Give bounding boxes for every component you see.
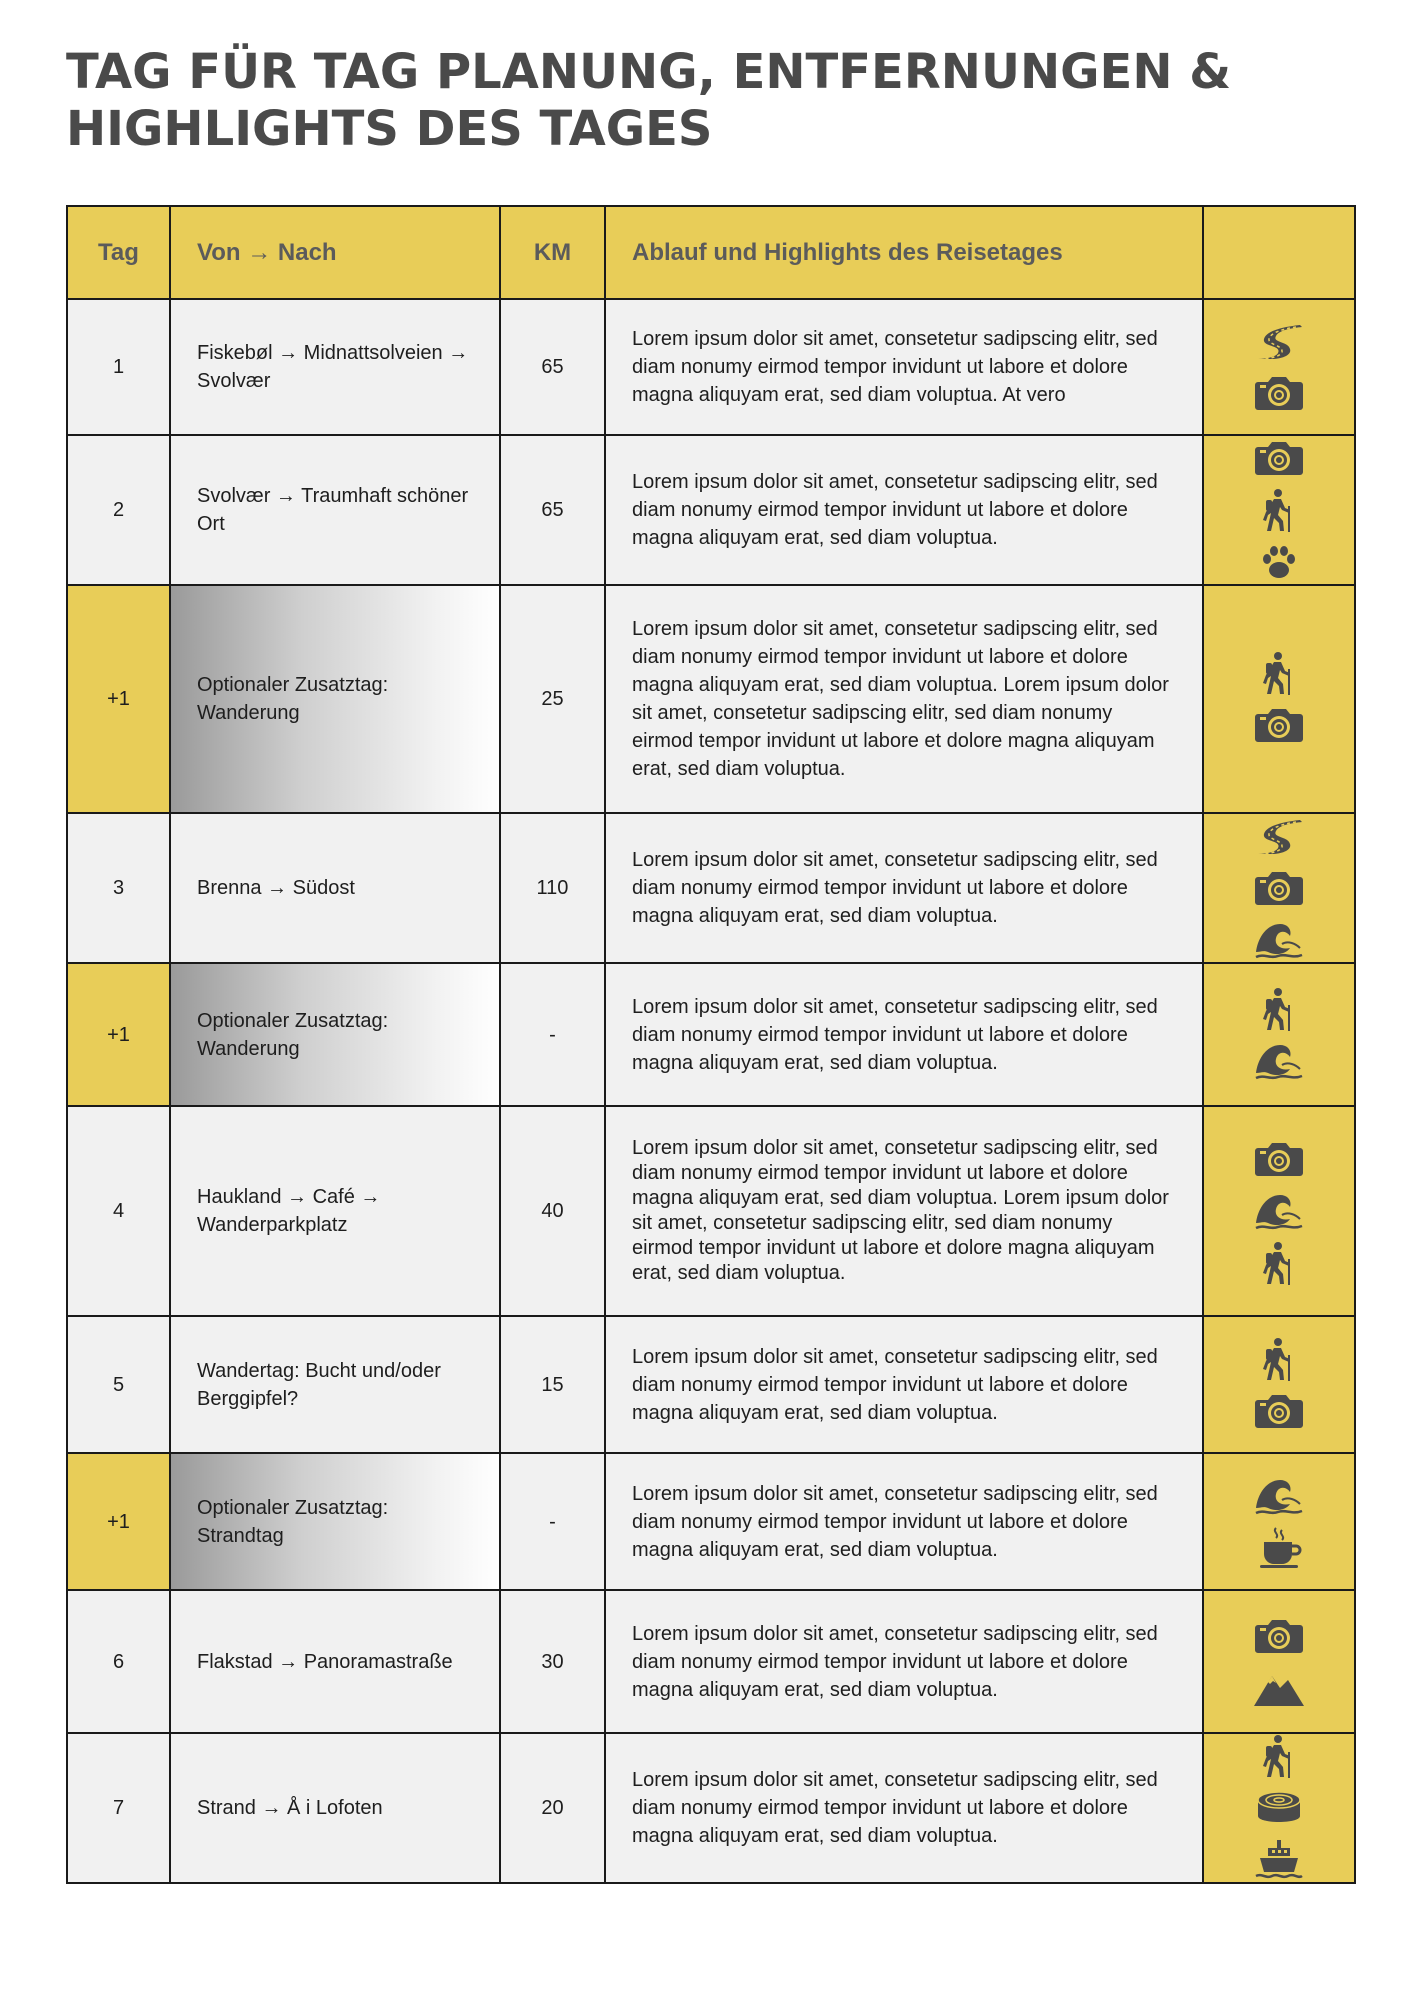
- route-cell: [170, 299, 500, 435]
- header-row: [67, 206, 1355, 299]
- km-cell: [500, 1106, 605, 1316]
- highlight-icons-cell: [1203, 1590, 1355, 1733]
- table-row: [67, 1106, 1355, 1316]
- header-km: KM: [500, 206, 605, 299]
- km-cell: [500, 1733, 605, 1883]
- route-cell: [170, 1316, 500, 1453]
- description-cell: [605, 435, 1203, 585]
- header-icons: [1203, 206, 1355, 299]
- km-value: 40: [541, 1200, 564, 1222]
- title-line-1: TAG FÜR TAG PLANUNG, ENTFERNUNGEN &: [66, 44, 1232, 100]
- description-text: Lorem ipsum dolor sit amet, consetetur sadipscing elitr, sed diam nonumy eirmod tempor invidunt ut labore et dolore magna aliquyam erat, sed diam voluptua.: [632, 849, 1158, 927]
- route-label: Flakstad → Panoramastraße: [197, 1650, 453, 1673]
- description-cell: [605, 1316, 1203, 1453]
- hiker-icon: [1252, 987, 1306, 1031]
- km-value: 110: [536, 877, 569, 899]
- route-label: Strand → Å i Lofoten: [197, 1797, 383, 1819]
- day-label: 4: [112, 1200, 125, 1222]
- header-desc-label: Ablauf und Highlights des Reisetages: [632, 238, 1063, 266]
- day-cell: [67, 963, 170, 1106]
- km-value: 65: [541, 356, 564, 378]
- header-route: [170, 206, 500, 299]
- km-cell: [500, 1453, 605, 1590]
- road-icon: [1252, 814, 1306, 858]
- route-label: Optionaler Zusatztag: Wanderung: [197, 674, 389, 724]
- table-row: [67, 1733, 1355, 1883]
- route-cell: [170, 1733, 500, 1883]
- km-value: -: [549, 1023, 556, 1046]
- day-cell: [67, 1316, 170, 1453]
- day-label: 6: [112, 1650, 125, 1673]
- highlight-icons-cell: [1203, 1453, 1355, 1590]
- day-cell: [67, 1453, 170, 1590]
- camera-icon: [1252, 1137, 1306, 1181]
- route-label: Optionaler Zusatztag: Strandtag: [197, 1496, 389, 1547]
- description-cell: [605, 813, 1203, 963]
- km-cell: [500, 1316, 605, 1453]
- description-cell: [605, 1453, 1203, 1590]
- description-text: Lorem ipsum dolor sit amet, consetetur sadipscing elitr, sed diam nonumy eirmod tempor invidunt ut labore et dolore magna aliquyam erat, sed diam voluptua.: [632, 995, 1158, 1074]
- highlight-icons-cell: [1203, 585, 1355, 813]
- route-cell: [170, 963, 500, 1106]
- description-cell: [605, 963, 1203, 1106]
- wave-icon: [1252, 1189, 1306, 1233]
- day-cell: [67, 585, 170, 813]
- day-cell: [67, 813, 170, 963]
- km-cell: [500, 813, 605, 963]
- day-cell: [67, 1733, 170, 1883]
- hiker-icon: [1252, 651, 1306, 695]
- camera-icon: [1252, 866, 1306, 910]
- day-cell: [67, 435, 170, 585]
- km-cell: [500, 299, 605, 435]
- km-cell: [500, 963, 605, 1106]
- highlight-icons-cell: [1203, 963, 1355, 1106]
- km-value: 25: [541, 688, 564, 710]
- km-value: 15: [541, 1373, 564, 1396]
- table-row: [67, 435, 1355, 585]
- route-cell: [170, 813, 500, 963]
- paw-icon: [1252, 540, 1306, 584]
- day-label: 2: [112, 499, 125, 521]
- road-icon: [1252, 319, 1306, 363]
- highlight-icons-cell: [1203, 813, 1355, 963]
- day-label: +1: [107, 688, 130, 710]
- camera-icon: [1252, 1389, 1306, 1433]
- route-cell: [170, 1106, 500, 1316]
- description-text: Lorem ipsum dolor sit amet, consetetur sadipscing elitr, sed diam nonumy eirmod tempor invidunt ut labore et dolore magna aliquyam erat, sed diam voluptua. At vero: [632, 328, 1158, 406]
- description-cell: [605, 1733, 1203, 1883]
- wood-icon: [1252, 1786, 1306, 1830]
- km-value: 30: [541, 1650, 564, 1673]
- route-label: Haukland → Café → Wanderparkplatz: [197, 1186, 381, 1236]
- km-value: -: [549, 1510, 556, 1533]
- ship-icon: [1252, 1838, 1306, 1882]
- description-text: Lorem ipsum dolor sit amet, consetetur sadipscing elitr, sed diam nonumy eirmod tempor invidunt ut labore et dolore magna aliquyam erat, sed diam voluptua.: [632, 1345, 1158, 1424]
- description-text: Lorem ipsum dolor sit amet, consetetur sadipscing elitr, sed diam nonumy eirmod tempor invidunt ut labore et dolore magna aliquyam erat, sed diam voluptua.: [632, 471, 1158, 549]
- table-row: [67, 813, 1355, 963]
- day-label: 3: [112, 877, 125, 899]
- table-row: [67, 299, 1355, 435]
- route-label: Wandertag: Bucht und/oder Berggipfel?: [197, 1359, 441, 1410]
- table-row: [67, 963, 1355, 1106]
- description-cell: [605, 1106, 1203, 1316]
- route-label: Optionaler Zusatztag: Wanderung: [197, 1009, 389, 1060]
- day-label: 1: [112, 356, 125, 378]
- header-desc: [605, 206, 1203, 299]
- route-cell: [170, 1590, 500, 1733]
- description-text: Lorem ipsum dolor sit amet, consetetur sadipscing elitr, sed diam nonumy eirmod tempor invidunt ut labore et dolore magna aliquyam erat, sed diam voluptua. Lorem ipsum dolor sit amet, consetetur sadipscing elitr, sed diam nonumy eirmod tempor invidunt ut labore et dolore magna aliquyam erat, sed diam voluptua.: [632, 1137, 1169, 1284]
- description-cell: [605, 299, 1203, 435]
- km-cell: [500, 585, 605, 813]
- header-route-label: Von → Nach: [197, 238, 337, 266]
- day-cell: [67, 1590, 170, 1733]
- table-row: [67, 585, 1355, 813]
- camera-icon: [1252, 1614, 1306, 1658]
- hiker-icon: [1252, 1337, 1306, 1381]
- coffee-icon: [1252, 1526, 1306, 1570]
- wave-icon: [1252, 918, 1306, 962]
- highlight-icons-cell: [1203, 1316, 1355, 1453]
- km-cell: [500, 435, 605, 585]
- route-label: Fiskebøl → Midnattsolveien → Svolvær: [197, 342, 469, 392]
- route-label: Brenna → Südost: [197, 877, 355, 899]
- description-text: Lorem ipsum dolor sit amet, consetetur sadipscing elitr, sed diam nonumy eirmod tempor invidunt ut labore et dolore magna aliquyam erat, sed diam voluptua.: [632, 1769, 1158, 1847]
- camera-icon: [1252, 371, 1306, 415]
- km-value: 20: [541, 1797, 564, 1819]
- highlight-icons-cell: [1203, 1106, 1355, 1316]
- day-cell: [67, 1106, 170, 1316]
- day-label: +1: [107, 1023, 130, 1046]
- table-row: [67, 1453, 1355, 1590]
- description-cell: [605, 1590, 1203, 1733]
- route-label: Svolvær → Traumhaft schöner Ort: [197, 485, 469, 535]
- day-label: +1: [107, 1510, 130, 1533]
- highlight-icons-cell: [1203, 1733, 1355, 1883]
- description-text: Lorem ipsum dolor sit amet, consetetur sadipscing elitr, sed diam nonumy eirmod tempor invidunt ut labore et dolore magna aliquyam erat, sed diam voluptua.: [632, 1622, 1158, 1701]
- highlight-icons-cell: [1203, 299, 1355, 435]
- day-label: 7: [112, 1797, 125, 1819]
- day-cell: [67, 299, 170, 435]
- itinerary-table: [66, 205, 1356, 1884]
- route-cell: [170, 1453, 500, 1590]
- day-label: 5: [112, 1373, 125, 1396]
- camera-icon: [1252, 703, 1306, 747]
- route-cell: [170, 585, 500, 813]
- title-line-2: HIGHLIGHTS DES TAGES: [66, 101, 713, 157]
- km-cell: [500, 1590, 605, 1733]
- mountain-icon: [1252, 1666, 1306, 1710]
- hiker-icon: [1252, 1241, 1306, 1285]
- camera-icon: [1252, 436, 1306, 480]
- description-cell: [605, 585, 1203, 813]
- table-row: [67, 1316, 1355, 1453]
- km-value: 65: [541, 499, 564, 521]
- page-title: [66, 44, 1366, 158]
- route-cell: [170, 435, 500, 585]
- hiker-icon: [1252, 488, 1306, 532]
- hiker-icon: [1252, 1734, 1306, 1778]
- highlight-icons-cell: [1203, 435, 1355, 585]
- header-tag: Tag: [67, 206, 170, 299]
- description-text: Lorem ipsum dolor sit amet, consetetur sadipscing elitr, sed diam nonumy eirmod tempor invidunt ut labore et dolore magna aliquyam erat, sed diam voluptua.: [632, 1482, 1158, 1561]
- table-row: [67, 1590, 1355, 1733]
- description-text: Lorem ipsum dolor sit amet, consetetur sadipscing elitr, sed diam nonumy eirmod tempor invidunt ut labore et dolore magna aliquyam erat, sed diam voluptua. Lorem ipsum dolor sit amet, consetetur sadipscing elitr, sed diam nonumy eirmod tempor invidunt ut labore et dolore magna aliquyam erat, sed diam voluptua.: [632, 618, 1169, 780]
- wave-icon: [1252, 1039, 1306, 1083]
- wave-icon: [1252, 1474, 1306, 1518]
